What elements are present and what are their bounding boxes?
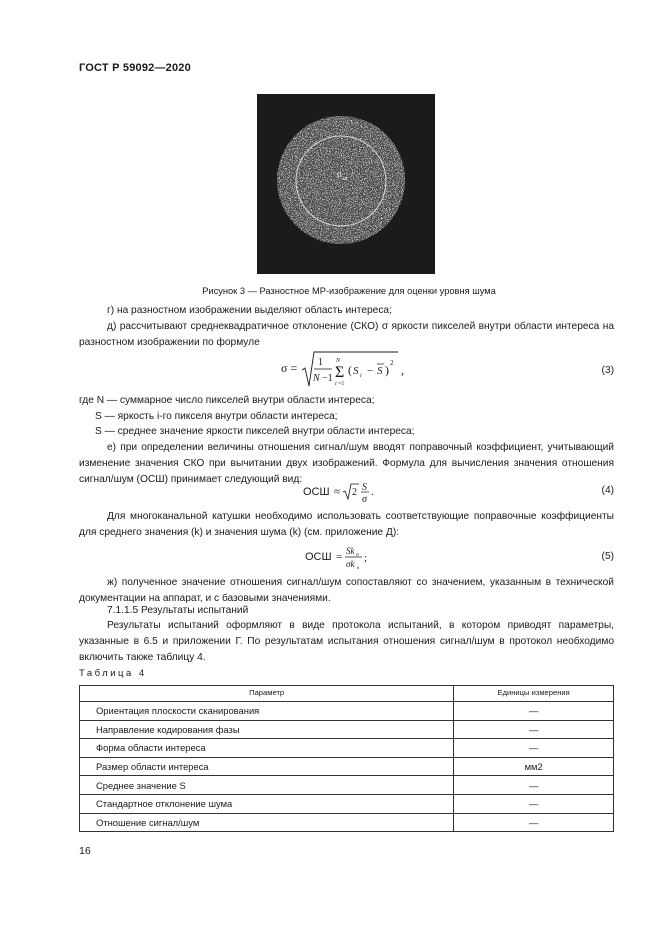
svg-text:σk: σk — [346, 559, 355, 569]
svg-text:S: S — [362, 482, 367, 493]
cell-parameter: Ориентация плоскости сканирования — [80, 702, 454, 721]
cell-parameter: Форма области интереса — [80, 739, 454, 758]
cell-parameter: Направление кодирования фазы — [80, 720, 454, 739]
document-header: ГОСТ Р 59092—2020 — [79, 62, 191, 74]
formula-5 — [79, 543, 614, 571]
table-4 — [79, 685, 614, 832]
equation-number-4: (4) — [601, 485, 614, 496]
roi-label-sub: ш — [343, 176, 348, 182]
svg-text:=1: =1 — [338, 381, 345, 387]
table-row — [80, 739, 614, 758]
difference-image — [257, 94, 435, 274]
svg-text:σ: σ — [362, 494, 367, 505]
cell-units: мм2 — [454, 757, 614, 776]
svg-text:;: ; — [364, 552, 368, 564]
where-n: где N — суммарное число пикселей внутри области интереса; — [79, 395, 375, 406]
formula-3-image — [275, 350, 425, 390]
cell-units: — — [454, 739, 614, 758]
svg-text:−: − — [367, 365, 374, 377]
cell-units: — — [454, 776, 614, 795]
svg-text:2: 2 — [352, 487, 357, 498]
results-text: Результаты испытаний оформляют в виде протокола испытаний, в котором приводят параметры, указанные в 6.5 и приложении Г. По результатам испытания отношения сигнал/шум в протокол необходимо включить также таблицу 4. — [79, 620, 614, 663]
cell-parameter: Размер области интереса — [80, 757, 454, 776]
table-row — [80, 776, 614, 795]
equation-number-5: (5) — [601, 551, 614, 562]
table-row — [80, 813, 614, 832]
svg-text:ОСШ: ОСШ — [303, 486, 330, 498]
equation-number-3: (3) — [601, 365, 614, 376]
svg-text:,: , — [401, 363, 404, 377]
svg-text:i: i — [360, 373, 362, 379]
svg-text:≈: ≈ — [334, 486, 341, 498]
formula-4-image — [299, 479, 409, 505]
figure-caption: Рисунок 3 — Разностное МР-изображение для оценки уровня шума — [202, 286, 496, 296]
svg-text:2: 2 — [390, 359, 394, 367]
svg-text:S: S — [353, 365, 359, 377]
multichannel-text: Для многоканальной катушки необходимо использовать соответствующие поправочные коэффициенты для среднего значения (k) и значения шума (k) (см. приложение Д): — [79, 511, 614, 538]
noise-image-svg — [257, 94, 435, 274]
svg-text:σ: σ — [356, 552, 359, 558]
header-parameter: Параметр — [80, 686, 454, 702]
table-row — [80, 702, 614, 721]
table-row — [80, 757, 614, 776]
svg-text:Sk: Sk — [346, 546, 355, 556]
page-number: 16 — [79, 845, 91, 857]
where-s: S — среднее значение яркости пикселей внутри области интереса; — [95, 426, 415, 437]
cell-units: — — [454, 794, 614, 813]
svg-text:i: i — [335, 381, 337, 387]
where-si: S — яркость i-го пикселя внутри области интереса; — [95, 411, 338, 422]
svg-text:N: N — [313, 373, 320, 384]
cell-units: — — [454, 702, 614, 721]
cell-parameter: Стандартное отклонение шума — [80, 794, 454, 813]
formula-4 — [79, 479, 614, 505]
svg-text:s: s — [357, 565, 360, 571]
svg-text:−1: −1 — [322, 373, 333, 384]
formula-5-image — [301, 543, 401, 571]
svg-text:): ) — [385, 363, 389, 377]
svg-text:=: = — [336, 551, 343, 563]
formula-3 — [79, 350, 614, 390]
header-units: Единицы измерения — [454, 686, 614, 702]
svg-text:ОСШ: ОСШ — [305, 551, 332, 563]
section-heading: 7.1.1.5 Результаты испытаний — [107, 605, 249, 616]
cell-parameter: Отношение сигнал/шум — [80, 813, 454, 832]
svg-text:(: ( — [348, 363, 352, 377]
svg-text:.: . — [371, 486, 374, 498]
cell-units: — — [454, 720, 614, 739]
table-caption: Таблица 4 — [79, 668, 147, 679]
table-header-row — [80, 686, 614, 702]
table-row — [80, 720, 614, 739]
svg-text:Σ: Σ — [335, 364, 345, 381]
item-d: д) рассчитывают среднеквадратичное отклонение (СКО) σ яркости пикселей внутри области интереса на разностном изображении по формуле — [79, 321, 614, 348]
roi-label: σ — [337, 169, 342, 179]
svg-text:1: 1 — [318, 357, 323, 368]
svg-text:σ =: σ = — [281, 361, 298, 375]
svg-text:S: S — [377, 365, 383, 377]
table-row — [80, 794, 614, 813]
item-e: е) при определении величины отношения сигнал/шум вводят поправочный коэффициент, учитывающий изменение значения СКО при вычитании двух изображений. Формула для вычисления значения отношения сигнал/шум (ОСШ) принимает следующий вид: — [79, 442, 614, 485]
cell-units: — — [454, 813, 614, 832]
item-zh: ж) полученное значение отношения сигнал/шум сопоставляют со значением, указанным в технической документации на аппарат, и с базовыми значениями. — [79, 577, 614, 604]
item-g: г) на разностном изображении выделяют область интереса; — [107, 305, 392, 316]
svg-text:N: N — [336, 358, 341, 364]
cell-parameter: Среднее значение S — [80, 776, 454, 795]
